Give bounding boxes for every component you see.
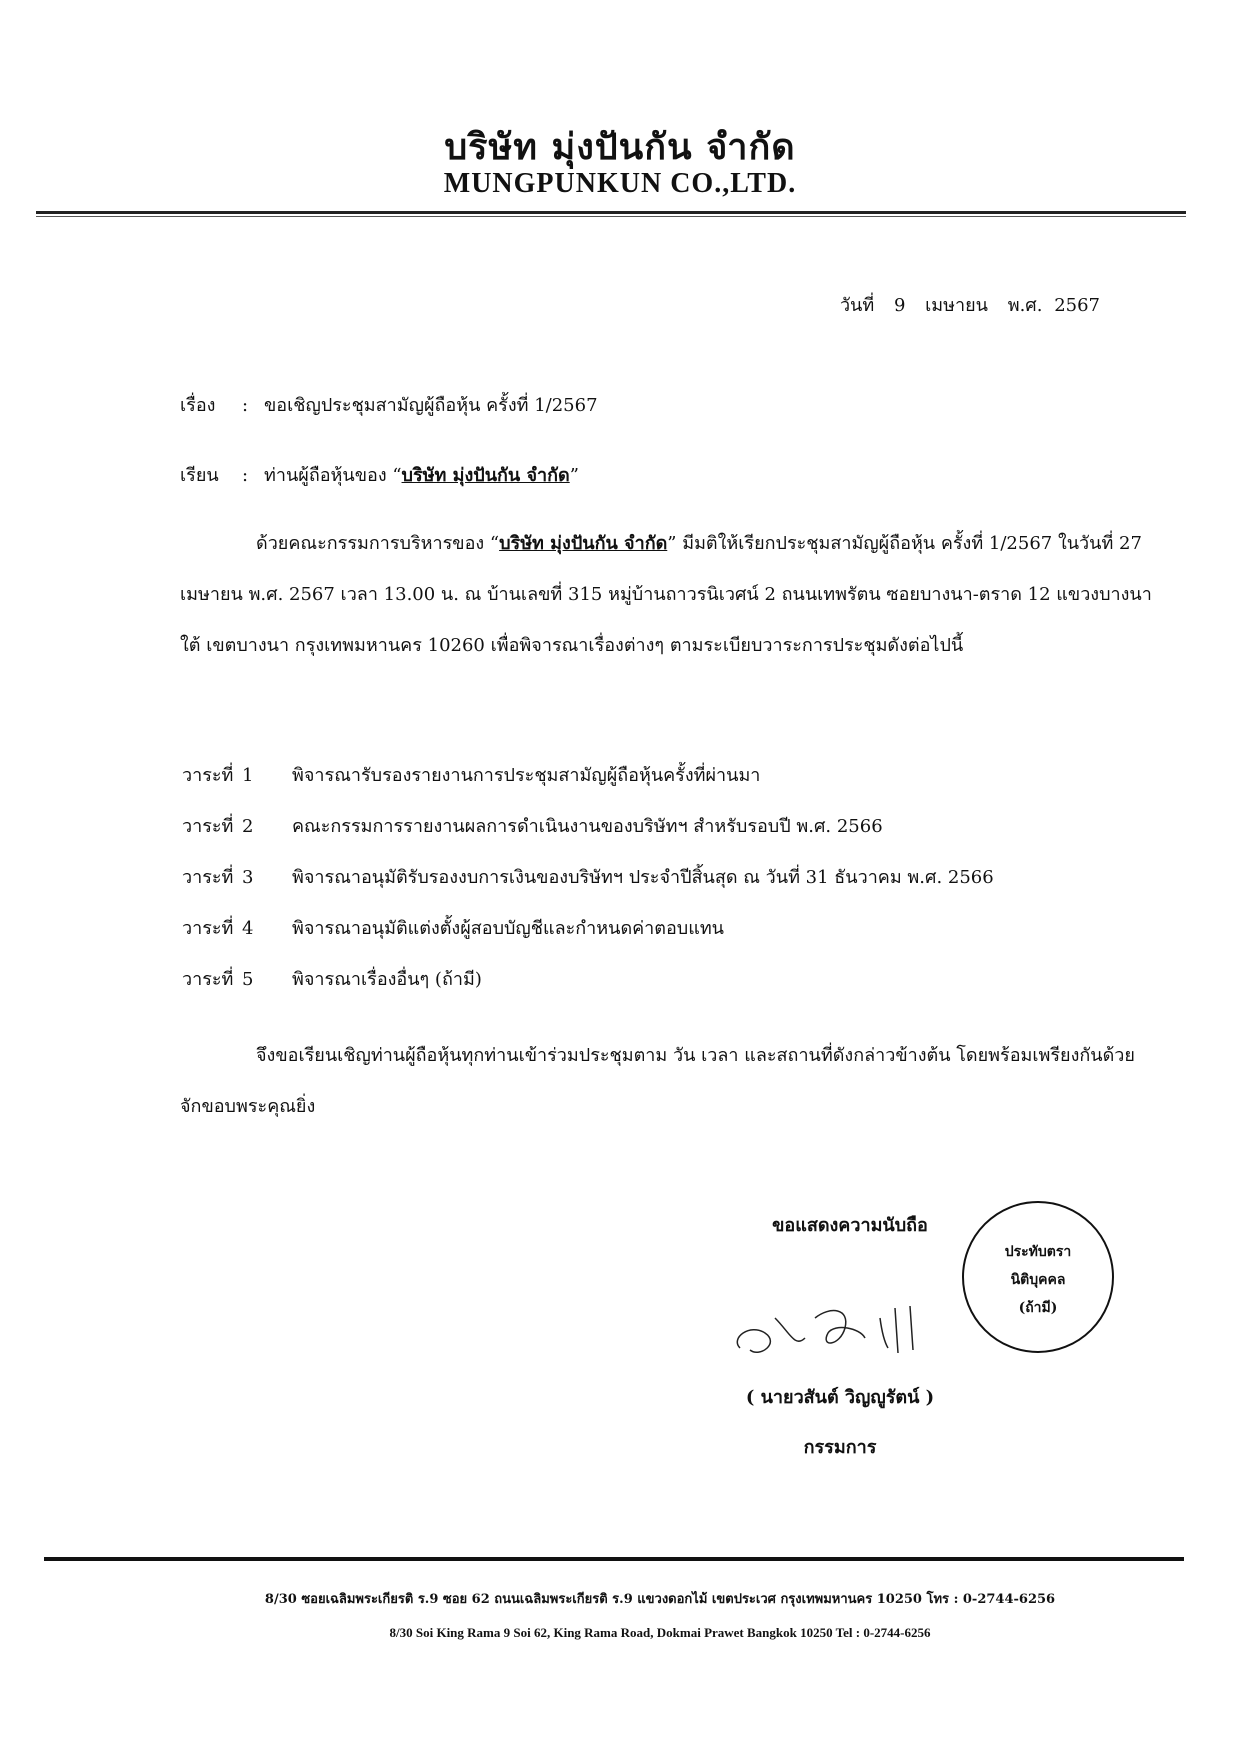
agenda-text: พิจารณารับรองรายงานการประชุมสามัญผู้ถือหุ้นครั้งที่ผ่านมา	[292, 765, 761, 786]
agenda-label: วาระที่	[182, 816, 234, 837]
invitation-paragraph	[180, 518, 1160, 671]
paragraph-rest: ” มีมติให้เรียกประชุมสามัญผู้ถือหุ้น ครั้งที่ 1/2567 ในวันที่ 27 เมษายน พ.ศ. 2567 เวลา 13.00 น. ณ บ้านเลขที่ 315 หมู่บ้านถาวรนิเวศน์ 2 ถนนเทพรัตน ซอยบางนา-ตราด 12 แขวงบางนาใต้ เขตบางนา กรุงเทพมหานคร 10260 เพื่อพิจารณาเรื่องต่างๆ ตามระเบียบวาระการประชุมดังต่อไปนี้	[180, 533, 1152, 656]
date-year: 2567	[1054, 295, 1100, 316]
agenda-text: พิจารณาอนุมัติแต่งตั้งผู้สอบบัญชีและกำหนดค่าตอบแทน	[292, 918, 724, 939]
agenda-text: คณะกรรมการรายงานผลการดำเนินงานของบริษัทฯ สำหรับรอบปี พ.ศ. 2566	[292, 816, 883, 837]
seal-line-3: (ถ้ามี)	[1018, 1300, 1058, 1316]
header-divider	[36, 211, 1186, 214]
subject-label: เรื่อง	[180, 395, 216, 416]
seal-line-2: นิติบุคคล	[1010, 1272, 1066, 1288]
footer-address-thai: 8/30 ซอยเฉลิมพระเกียรติ ร.9 ซอย 62 ถนนเฉลิมพระเกียรติ ร.9 แขวงดอกไม้ เขตประเวศ กรุงเทพมหานคร 10250 โทร : 0-2744-6256	[264, 1592, 1056, 1607]
agenda-number: 1	[242, 765, 254, 786]
date-era: พ.ศ.	[1007, 295, 1043, 316]
footer-address-english: 8/30 Soi King Rama 9 Soi 62, King Rama Road, Dokmai Prawet Bangkok 10250 Tel : 0-2744-6256	[389, 1625, 931, 1640]
company-name-thai: บริษัท มุ่งปันกัน จำกัด	[444, 126, 796, 168]
agenda-text: พิจารณาเรื่องอื่นๆ (ถ้ามี)	[292, 969, 482, 990]
greeting-label: เรียน	[180, 465, 219, 486]
closing-paragraph	[180, 1030, 1160, 1132]
signer-position: กรรมการ	[803, 1437, 877, 1458]
greeting-line	[180, 460, 579, 489]
seal-line-1: ประทับตรา	[1004, 1244, 1072, 1260]
agenda-item	[182, 852, 994, 903]
agenda-number: 3	[242, 867, 254, 888]
date-month: เมษายน	[925, 295, 988, 316]
footer-divider	[44, 1557, 1184, 1561]
agenda-list	[182, 750, 994, 1005]
company-name-english: MUNGPUNKUN CO.,LTD.	[443, 168, 797, 199]
handwritten-signature	[720, 1278, 940, 1368]
agenda-label: วาระที่	[182, 969, 234, 990]
agenda-item	[182, 903, 994, 954]
greeting-colon: :	[242, 465, 249, 486]
subject-text: ขอเชิญประชุมสามัญผู้ถือหุ้น ครั้งที่ 1/2567	[264, 395, 598, 416]
closing-salutation: ขอแสดงความนับถือ	[772, 1215, 928, 1236]
subject-colon: :	[242, 395, 249, 416]
date-day: 9	[893, 295, 906, 316]
paragraph-start: ด้วยคณะกรรมการบริหารของ “	[256, 533, 500, 554]
signer-name: ( นายวสันต์ วิญญูรัตน์ )	[745, 1387, 935, 1408]
subject-line	[180, 390, 598, 419]
agenda-item	[182, 954, 994, 1005]
company-seal-placeholder	[962, 1201, 1114, 1353]
agenda-number: 4	[242, 918, 254, 939]
greeting-company: บริษัท มุ่งปันกัน จำกัด	[401, 465, 570, 486]
date-prefix: วันที่	[839, 295, 875, 316]
header-divider-thin	[36, 216, 1186, 217]
greeting-suffix: ”	[569, 465, 579, 486]
agenda-label: วาระที่	[182, 918, 234, 939]
agenda-number: 5	[242, 969, 254, 990]
paragraph-company: บริษัท มุ่งปันกัน จำกัด	[499, 533, 668, 554]
agenda-number: 2	[242, 816, 254, 837]
agenda-item	[182, 750, 994, 801]
agenda-label: วาระที่	[182, 765, 234, 786]
letter-date	[840, 290, 1100, 319]
agenda-item	[182, 801, 994, 852]
agenda-text: พิจารณาอนุมัติรับรองงบการเงินของบริษัทฯ ประจำปีสิ้นสุด ณ วันที่ 31 ธันวาคม พ.ศ. 2566	[292, 867, 994, 888]
agenda-label: วาระที่	[182, 867, 234, 888]
closing-paragraph-text: จึงขอเรียนเชิญท่านผู้ถือหุ้นทุกท่านเข้าร่วมประชุมตาม วัน เวลา และสถานที่ดังกล่าวข้างต้น โดยพร้อมเพรียงกันด้วย จักขอบพระคุณยิ่ง	[180, 1045, 1135, 1117]
greeting-prefix: ท่านผู้ถือหุ้นของ “	[264, 465, 402, 486]
